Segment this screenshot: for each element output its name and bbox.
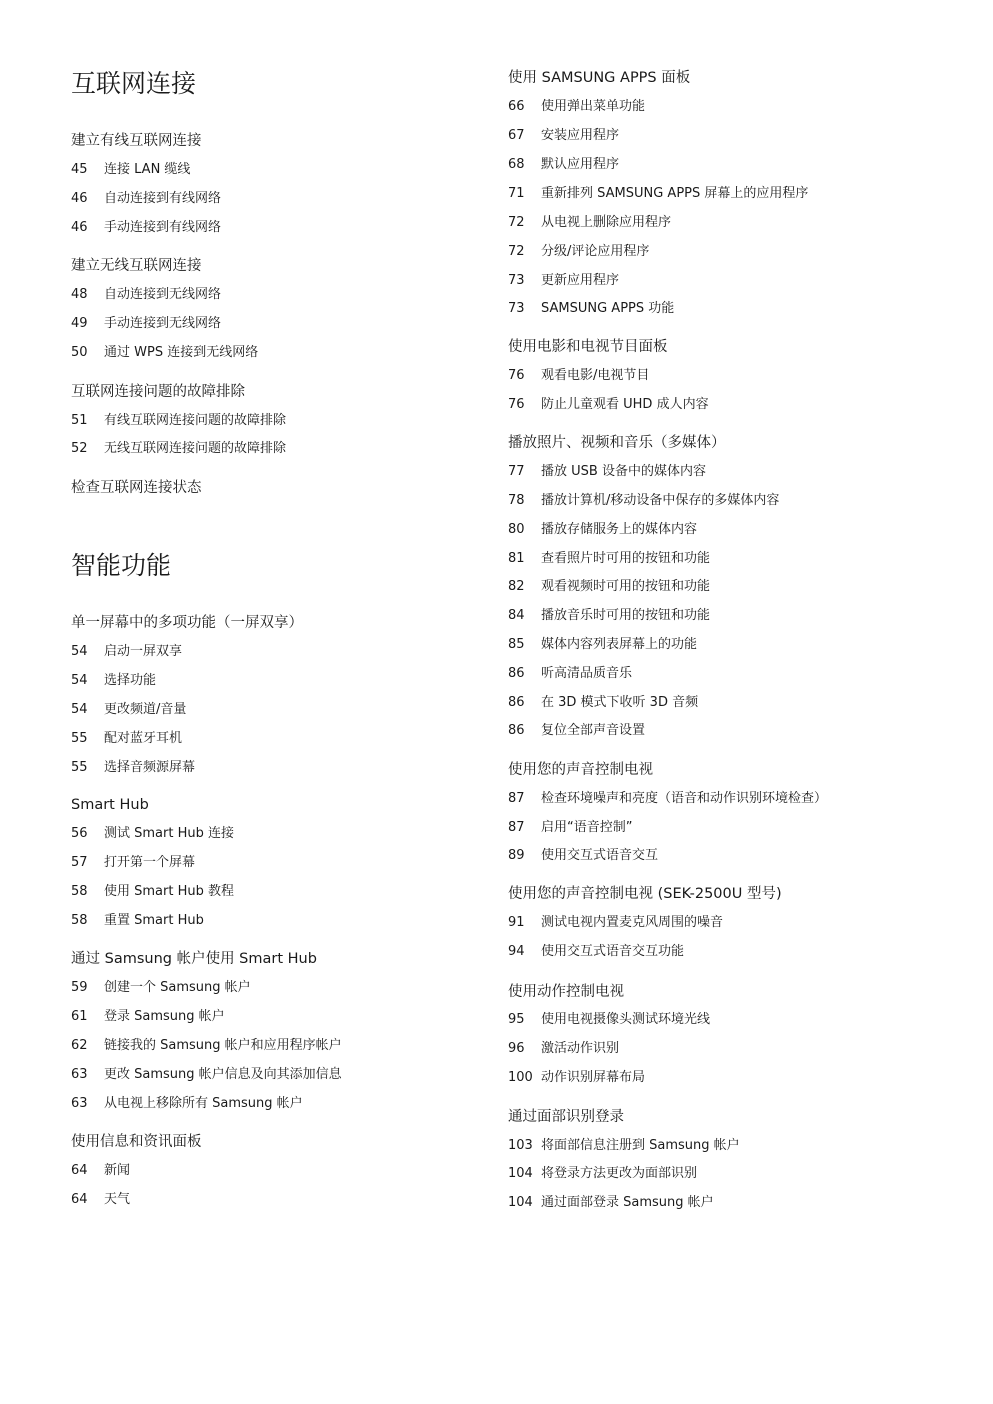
- section-wireless-heading[interactable]: 建立无线互联网连接: [71, 258, 202, 274]
- page-number: 76: [508, 397, 525, 412]
- page-number: 58: [71, 913, 88, 928]
- page-number: 78: [508, 493, 525, 508]
- page-number: 89: [508, 848, 525, 863]
- entry-title: 使用 Smart Hub 教程: [104, 884, 234, 899]
- section-apps-heading[interactable]: 使用 SAMSUNG APPS 面板: [508, 70, 691, 86]
- entry-title: 防止儿童观看 UHD 成人内容: [541, 397, 709, 412]
- section-multimedia-list: [508, 465, 968, 738]
- section-voice-list: [508, 792, 968, 863]
- page-number: 66: [508, 99, 525, 114]
- page-number: 71: [508, 186, 525, 201]
- toc-entry[interactable]: [71, 442, 471, 456]
- page-number: 72: [508, 244, 525, 259]
- page-number: 55: [71, 760, 88, 775]
- toc-entry[interactable]: [508, 129, 968, 143]
- page-number: 55: [71, 731, 88, 746]
- page-number: 81: [508, 551, 525, 566]
- page-number: 103: [508, 1138, 533, 1153]
- toc-entry[interactable]: [508, 696, 968, 710]
- toc-entry[interactable]: [71, 317, 471, 331]
- toc-entry[interactable]: [71, 1193, 471, 1207]
- section-voice-heading[interactable]: 使用您的声音控制电视: [508, 762, 653, 778]
- page-number: 95: [508, 1012, 525, 1027]
- page-number: 62: [71, 1038, 88, 1053]
- toc-entry[interactable]: [508, 1071, 968, 1085]
- toc-entry[interactable]: [508, 274, 968, 288]
- entry-title: 将面部信息注册到 Samsung 帐户: [541, 1138, 740, 1153]
- page-number: 104: [508, 1166, 533, 1181]
- section-samsung-account-list: [71, 981, 471, 1111]
- toc-entry[interactable]: [71, 1068, 471, 1082]
- page-number: 64: [71, 1163, 88, 1178]
- toc-entry[interactable]: [508, 792, 968, 806]
- section-multilink-list: [71, 645, 471, 775]
- page-number: 54: [71, 702, 88, 717]
- toc-entry[interactable]: [508, 1167, 968, 1181]
- toc-entry[interactable]: [508, 552, 968, 566]
- page-number: 57: [71, 855, 88, 870]
- page-number: 86: [508, 723, 525, 738]
- entry-title: 登录 Samsung 帐户: [104, 1009, 225, 1024]
- entry-title: 默认应用程序: [541, 157, 620, 172]
- section-wireless-list: [71, 288, 471, 360]
- page-number: 87: [508, 820, 525, 835]
- entry-title: 检查环境噪声和亮度（语音和动作识别环境检查）: [541, 791, 828, 806]
- toc-entry[interactable]: [71, 1097, 471, 1111]
- entry-title: 查看照片时可用的按钮和功能: [541, 551, 711, 566]
- toc-entry[interactable]: [71, 414, 471, 428]
- section-troubleshoot-heading[interactable]: 互联网连接问题的故障排除: [71, 384, 245, 400]
- entry-title: 手动连接到有线网络: [104, 220, 222, 235]
- entry-title: 链接我的 Samsung 帐户和应用程序帐户: [104, 1038, 342, 1053]
- page-number: 59: [71, 980, 88, 995]
- section-motion-list: [508, 1013, 968, 1085]
- entry-title: 使用弹出菜单功能: [541, 99, 646, 114]
- toc-entry[interactable]: [71, 192, 471, 206]
- page-number: 104: [508, 1195, 533, 1210]
- entry-title: 自动连接到有线网络: [104, 191, 222, 206]
- section-voice-sek-heading[interactable]: 使用您的声音控制电视 (SEK-2500U 型号): [508, 886, 782, 902]
- entry-title: 媒体内容列表屏幕上的功能: [541, 637, 698, 652]
- section-face-heading[interactable]: 通过面部识别登录: [508, 1109, 624, 1125]
- section-face-list: [508, 1139, 968, 1210]
- toc-entry[interactable]: [508, 916, 968, 930]
- toc-entry[interactable]: [508, 945, 968, 959]
- toc-entry[interactable]: [508, 465, 968, 479]
- toc-entry[interactable]: [508, 398, 968, 412]
- entry-title: 观看视频时可用的按钮和功能: [541, 579, 711, 594]
- page-number: 63: [71, 1096, 88, 1111]
- section-multilink-heading[interactable]: 单一屏幕中的多项功能（一屏双享）: [71, 615, 303, 631]
- toc-entry[interactable]: [508, 580, 968, 594]
- section-wired-heading[interactable]: 建立有线互联网连接: [71, 133, 202, 149]
- entry-title: 连接 LAN 缆线: [104, 162, 191, 177]
- entry-title: 测试电视内置麦克风周围的噪音: [541, 915, 724, 930]
- entry-title: 启用“语音控制”: [541, 820, 633, 835]
- entry-title: 打开第一个屏幕: [104, 855, 196, 870]
- entry-title: 重置 Smart Hub: [104, 913, 204, 928]
- toc-entry[interactable]: [508, 158, 968, 172]
- page-number: 48: [71, 287, 88, 302]
- page-number: 100: [508, 1070, 533, 1085]
- page-number: 45: [71, 162, 88, 177]
- page-number: 58: [71, 884, 88, 899]
- page-number: 85: [508, 637, 525, 652]
- section-info-panel-list: [71, 1164, 471, 1207]
- toc-entry[interactable]: [508, 638, 968, 652]
- toc-entry[interactable]: [508, 609, 968, 623]
- toc-entry[interactable]: [508, 187, 968, 201]
- section-multimedia-heading[interactable]: 播放照片、视频和音乐（多媒体）: [508, 435, 726, 451]
- entry-title: 将登录方法更改为面部识别: [541, 1166, 698, 1181]
- entry-title: 分级/评论应用程序: [541, 244, 650, 259]
- toc-entry[interactable]: [71, 981, 471, 995]
- page-number: 86: [508, 666, 525, 681]
- section-movies-tv-heading[interactable]: 使用电影和电视节目面板: [508, 339, 668, 355]
- page-number: 54: [71, 673, 88, 688]
- entry-title: SAMSUNG APPS 功能: [541, 301, 675, 316]
- toc-entry[interactable]: [71, 885, 471, 899]
- page-number: 54: [71, 644, 88, 659]
- entry-title: 启动一屏双享: [104, 644, 183, 659]
- page-number: 46: [71, 191, 88, 206]
- entry-title: 选择音频源屏幕: [104, 760, 196, 775]
- page-number: 61: [71, 1009, 88, 1024]
- section-check-status-heading[interactable]: 检查互联网连接状态: [71, 480, 202, 496]
- section-voice-sek-list: [508, 916, 968, 959]
- toc-entry[interactable]: [508, 849, 968, 863]
- entry-title: 安装应用程序: [541, 128, 620, 143]
- toc-entry[interactable]: [508, 523, 968, 537]
- entry-title: 使用交互式语音交互功能: [541, 944, 685, 959]
- entry-title: 激活动作识别: [541, 1041, 620, 1056]
- toc-entry[interactable]: [71, 288, 471, 302]
- entry-title: 播放计算机/移动设备中保存的多媒体内容: [541, 493, 780, 508]
- entry-title: 播放音乐时可用的按钮和功能: [541, 608, 711, 623]
- toc-entry[interactable]: [71, 1164, 471, 1178]
- entry-title: 自动连接到无线网络: [104, 287, 222, 302]
- page-number: 52: [71, 441, 88, 456]
- toc-entry[interactable]: [71, 732, 471, 746]
- page-number: 73: [508, 301, 525, 316]
- toc-entry[interactable]: [508, 494, 968, 508]
- toc-entry[interactable]: [71, 856, 471, 870]
- toc-entry[interactable]: [508, 821, 968, 835]
- entry-title: 观看电影/电视节目: [541, 368, 650, 383]
- toc-entry[interactable]: [71, 221, 471, 235]
- page-number: 64: [71, 1192, 88, 1207]
- page-number: 49: [71, 316, 88, 331]
- toc-entry[interactable]: [71, 1039, 471, 1053]
- entry-title: 在 3D 模式下收听 3D 音频: [541, 695, 699, 710]
- entry-title: 更改频道/音量: [104, 702, 187, 717]
- entry-title: 播放 USB 设备中的媒体内容: [541, 464, 706, 479]
- entry-title: 使用交互式语音交互: [541, 848, 659, 863]
- section-motion-heading[interactable]: 使用动作控制电视: [508, 984, 624, 1000]
- entry-title: 更新应用程序: [541, 273, 620, 288]
- section-apps-list: [508, 100, 968, 316]
- page-number: 50: [71, 345, 88, 360]
- page-number: 87: [508, 791, 525, 806]
- page-number: 96: [508, 1041, 525, 1056]
- section-smarthub-list: [71, 827, 471, 928]
- entry-title: 更改 Samsung 帐户信息及向其添加信息: [104, 1067, 342, 1082]
- entry-title: 从电视上移除所有 Samsung 帐户: [104, 1096, 303, 1111]
- toc-entry[interactable]: [508, 1042, 968, 1056]
- entry-title: 手动连接到无线网络: [104, 316, 222, 331]
- page-number: 91: [508, 915, 525, 930]
- entry-title: 选择功能: [104, 673, 157, 688]
- section-smarthub-heading[interactable]: Smart Hub: [71, 797, 149, 813]
- entry-title: 测试 Smart Hub 连接: [104, 826, 234, 841]
- page-number: 63: [71, 1067, 88, 1082]
- entry-title: 通过面部登录 Samsung 帐户: [541, 1195, 714, 1210]
- toc-entry[interactable]: [71, 645, 471, 659]
- page-number: 80: [508, 522, 525, 537]
- page-number: 67: [508, 128, 525, 143]
- page-number: 68: [508, 157, 525, 172]
- page-number: 46: [71, 220, 88, 235]
- page-number: 56: [71, 826, 88, 841]
- page-number: 73: [508, 273, 525, 288]
- chapter-title-smart: 智能功能: [71, 551, 172, 580]
- toc-entry[interactable]: [508, 369, 968, 383]
- section-movies-tv-list: [508, 369, 968, 412]
- toc-entry[interactable]: [71, 1010, 471, 1024]
- page-number: 77: [508, 464, 525, 479]
- entry-title: 从电视上删除应用程序: [541, 215, 672, 230]
- section-wired-list: [71, 163, 471, 235]
- page-number: 84: [508, 608, 525, 623]
- entry-title: 创建一个 Samsung 帐户: [104, 980, 251, 995]
- toc-entry[interactable]: [71, 761, 471, 775]
- entry-title: 无线互联网连接问题的故障排除: [104, 441, 287, 456]
- page-number: 86: [508, 695, 525, 710]
- entry-title: 配对蓝牙耳机: [104, 731, 183, 746]
- toc-entry[interactable]: [71, 163, 471, 177]
- chapter-title-internet: 互联网连接: [71, 69, 197, 98]
- toc-entry[interactable]: [71, 674, 471, 688]
- entry-title: 通过 WPS 连接到无线网络: [104, 345, 259, 360]
- toc-entry[interactable]: [508, 667, 968, 681]
- section-samsung-account-heading[interactable]: 通过 Samsung 帐户使用 Smart Hub: [71, 951, 317, 967]
- toc-entry[interactable]: [508, 245, 968, 259]
- section-info-panel-heading[interactable]: 使用信息和资讯面板: [71, 1134, 202, 1150]
- page-number: 51: [71, 413, 88, 428]
- toc-entry[interactable]: [508, 1196, 968, 1210]
- section-troubleshoot-list: [71, 414, 471, 456]
- toc-entry[interactable]: [71, 346, 471, 360]
- toc-entry[interactable]: [508, 302, 968, 316]
- entry-title: 听高清品质音乐: [541, 666, 633, 681]
- entry-title: 复位全部声音设置: [541, 723, 646, 738]
- entry-title: 重新排列 SAMSUNG APPS 屏幕上的应用程序: [541, 186, 809, 201]
- entry-title: 新闻: [104, 1163, 131, 1178]
- page-number: 76: [508, 368, 525, 383]
- entry-title: 动作识别屏幕布局: [541, 1070, 646, 1085]
- page-number: 72: [508, 215, 525, 230]
- entry-title: 使用电视摄像头测试环境光线: [541, 1012, 711, 1027]
- entry-title: 天气: [104, 1192, 131, 1207]
- toc-entry[interactable]: [508, 1139, 968, 1153]
- toc-entry[interactable]: [508, 1013, 968, 1027]
- entry-title: 有线互联网连接问题的故障排除: [104, 413, 287, 428]
- toc-entry[interactable]: [71, 827, 471, 841]
- toc-entry[interactable]: [71, 703, 471, 717]
- toc-entry[interactable]: [508, 216, 968, 230]
- page-number: 94: [508, 944, 525, 959]
- toc-entry[interactable]: [71, 914, 471, 928]
- toc-entry[interactable]: [508, 100, 968, 114]
- toc-entry[interactable]: [508, 724, 968, 738]
- entry-title: 播放存储服务上的媒体内容: [541, 522, 698, 537]
- page-number: 82: [508, 579, 525, 594]
